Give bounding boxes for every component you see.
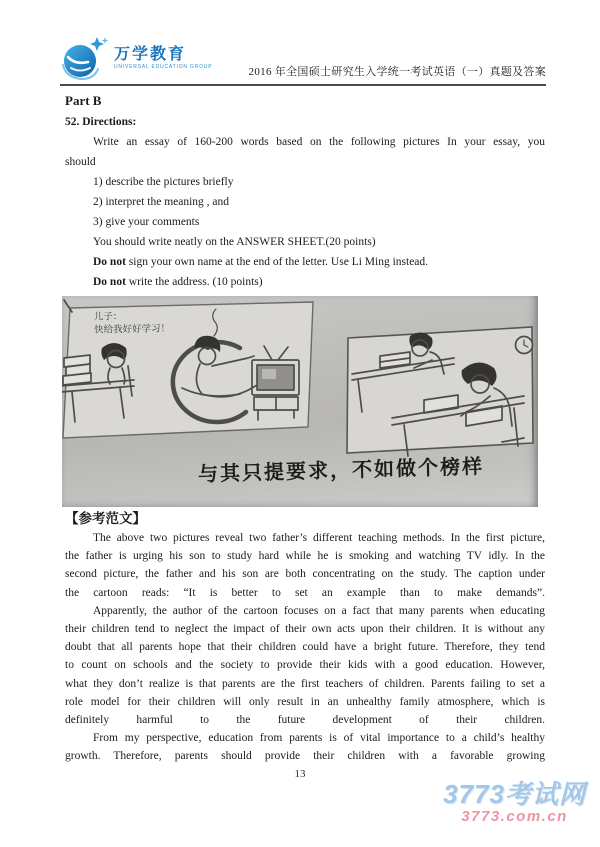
question-heading: 52. Directions: xyxy=(65,116,137,128)
essay-line: their children tend to neglect the impact of their own acts upon their children. It is without any xyxy=(65,623,545,636)
essay-line: the father is urging his son to study hard while he is smoking and watching TV idly. In the xyxy=(65,550,545,563)
part-heading: Part B xyxy=(65,93,102,108)
essay-line: second picture, the father and his son are both concentrating on the study. The caption under xyxy=(65,568,545,581)
essay-line: Apparently, the author of the cartoon focuses on a fact that many parents when educating xyxy=(93,604,545,617)
direction-item: 3) give your comments xyxy=(93,216,200,228)
direction-item: 2) interpret the meaning , and xyxy=(93,196,230,208)
direction-item: 1) describe the pictures briefly xyxy=(93,176,234,188)
essay-line: definitely harmful to the future development of their children. xyxy=(65,714,545,727)
cartoon-caption: 与其只提要求，不如做个榜样 xyxy=(197,456,485,486)
model-essay-label: 【参考范文】 xyxy=(65,511,146,526)
brand-subtitle: UNIVERSAL EDUCATION GROUP xyxy=(114,63,213,70)
brand-logo xyxy=(60,35,212,84)
answer-sheet-note: You should write neatly on the ANSWER SHEET.(20 points) xyxy=(93,236,376,248)
essay-line: From my perspective, education from parents is of vital importance to a child’s healthy xyxy=(93,732,545,745)
page-header xyxy=(60,34,546,86)
watermark xyxy=(443,780,586,826)
globe-logo-icon xyxy=(60,35,108,81)
watermark-site-name: 3773考试网 xyxy=(443,779,586,809)
directions-intro-line: should xyxy=(65,156,96,168)
essay-line: doubt that all parents hope that their children could have a bright future. Therefore, they tend xyxy=(65,641,545,654)
model-essay-body xyxy=(65,529,545,766)
speech-bubble-text xyxy=(94,309,170,336)
name-note-rest: sign your own name at the end of the letter. Use Li Ming instead. xyxy=(125,256,429,268)
directions-intro xyxy=(65,132,545,172)
address-note-rest: write the address. (10 points) xyxy=(125,276,263,288)
essay-line: growth. Therefore, parents should provide their children with a favorable growing xyxy=(65,750,545,763)
do-not-bold: Do not xyxy=(93,256,126,268)
speech-line-1: 儿子： xyxy=(93,311,123,323)
name-note xyxy=(65,252,545,272)
brand-name: 万学教育 xyxy=(114,45,187,63)
essay-line: what they don’t realize is that parents are the first teachers of children. Parents failing to set a xyxy=(65,677,545,690)
page-number: 13 xyxy=(294,768,306,780)
sparkle-icon xyxy=(90,37,104,51)
logo-text xyxy=(114,46,212,71)
watermark-site-url: 3773.com.cn xyxy=(461,808,568,825)
essay-line: The above two pictures reveal two father’s different teaching methods. In the first picture, xyxy=(93,532,545,544)
corner-tick xyxy=(64,300,72,312)
essay-line: role model for their children will only result in an unhealthy family atmosphere, which is xyxy=(65,695,545,708)
speech-line-2: 快给我好好学习！ xyxy=(94,323,171,336)
exam-title: 2016 年全国硕士研究生入学统一考试英语（一）真题及答案 xyxy=(248,66,546,78)
directions-list xyxy=(65,172,545,232)
address-note xyxy=(65,272,545,292)
clock-icon xyxy=(516,337,533,354)
do-not-bold: Do not xyxy=(93,276,126,288)
cartoon-photo xyxy=(62,296,538,507)
essay-line: to count on schools and the society to provide their kids with a good education. However, xyxy=(65,659,545,672)
directions-section xyxy=(65,90,545,292)
model-essay-section xyxy=(65,508,545,766)
directions-intro-line: Write an essay of 160-200 words based on the following pictures In your essay, you xyxy=(93,136,545,148)
essay-line: the cartoon reads: “It is better to set an example than to make demands”. xyxy=(65,586,545,599)
